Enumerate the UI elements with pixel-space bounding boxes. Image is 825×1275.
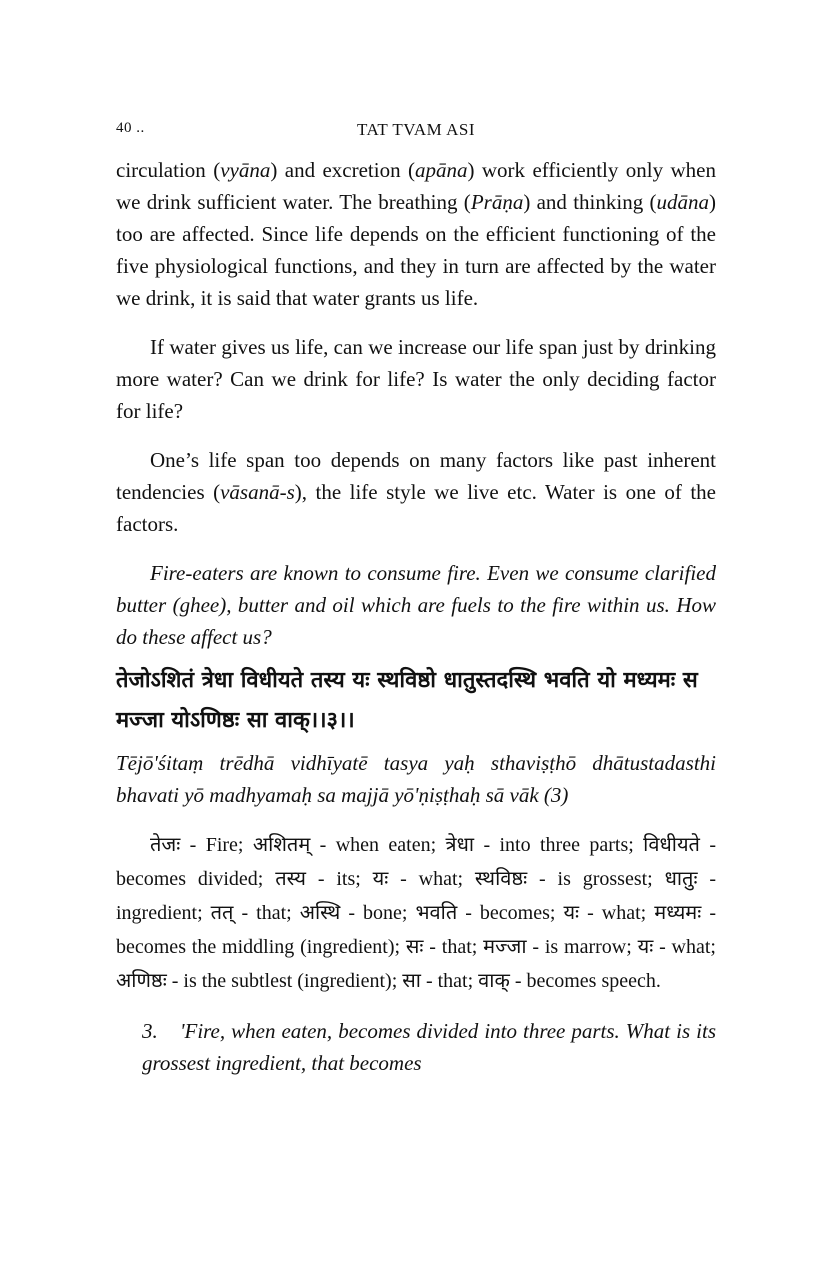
- term-udana: udāna: [656, 190, 710, 214]
- term-vyana: vyāna: [220, 158, 271, 182]
- paragraph-water-life: If water gives us life, can we increase our life span just by drinking more water? Can we drink for life? Is water the only deciding factor for life?: [116, 335, 716, 423]
- term-prana: Prāṇa: [470, 190, 524, 214]
- verse-transliteration: Tējō'śitaṃ trēdhā vidhīyatē tasya yaḥ sthaviṣṭhō dhātustadasthi bhavati yō madhyamaḥ sa majjā yō'ṇiṣṭhaḥ sā vāk (3): [116, 751, 716, 807]
- paragraph-circulation: [116, 154, 716, 314]
- text-run: ) work efficiently only when we drink sufficient water. The breathing (: [116, 158, 716, 214]
- page-number: 40 ..: [116, 120, 145, 136]
- text-run: One’s life span too depends on many factors like past inherent tendencies (: [116, 448, 716, 504]
- verse-translation: [116, 1015, 716, 1079]
- text-run: circulation (: [116, 158, 221, 182]
- text-run: ), the life style we live etc. Water is one of the factors.: [116, 480, 717, 536]
- term-vasana: vāsanā-s: [220, 480, 295, 504]
- translation-text: 'Fire, when eaten, becomes divided into three parts. What is its grossest ingredient, that becomes: [142, 1019, 716, 1075]
- page-header: [116, 112, 716, 148]
- translation-number: 3.: [142, 1019, 158, 1043]
- text-run: ) and excretion (: [270, 158, 415, 182]
- page: [116, 112, 716, 1079]
- paragraph-fire-eaters: Fire-eaters are known to consume fire. Even we consume clarified butter (ghee), butter and oil which are fuels to the fire within us. How do these affect us?: [116, 561, 716, 649]
- running-title: TAT TVAM ASI: [356, 120, 475, 139]
- text-run: ) too are affected. Since life depends on the efficient functioning of the five physiological functions, and they in turn are affected by the water we drink, it is said that water grants us life.: [116, 190, 717, 310]
- paragraph-life-span: [116, 444, 716, 540]
- term-apana: apāna: [415, 158, 468, 182]
- sanskrit-verse: तेजोऽशितं त्रेधा विधीयते तस्य यः स्थविष्ठो धातुस्तदस्थि भवति यो मध्यमः स मज्जा योऽणिष्ठः सा वाक्।।३।।: [116, 668, 698, 733]
- text-run: ) and thinking (: [523, 190, 657, 214]
- word-meanings: तेजः - Fire; अशितम् - when eaten; त्रेधा - into three parts; विधीयते - becomes divided; तस्य - its; यः - what; स्थविष्ठः - is grossest; धातुः - ingredient; तत् - that; अस्थि - bone; भवति - becomes; यः - what; मध्यमः - becomes the middling (ingredient); सः - that; मज्जा - is marrow; यः - what; अणिष्ठः - is the subtlest (ingredient); सा - that; वाक् - becomes speech.: [116, 834, 716, 992]
